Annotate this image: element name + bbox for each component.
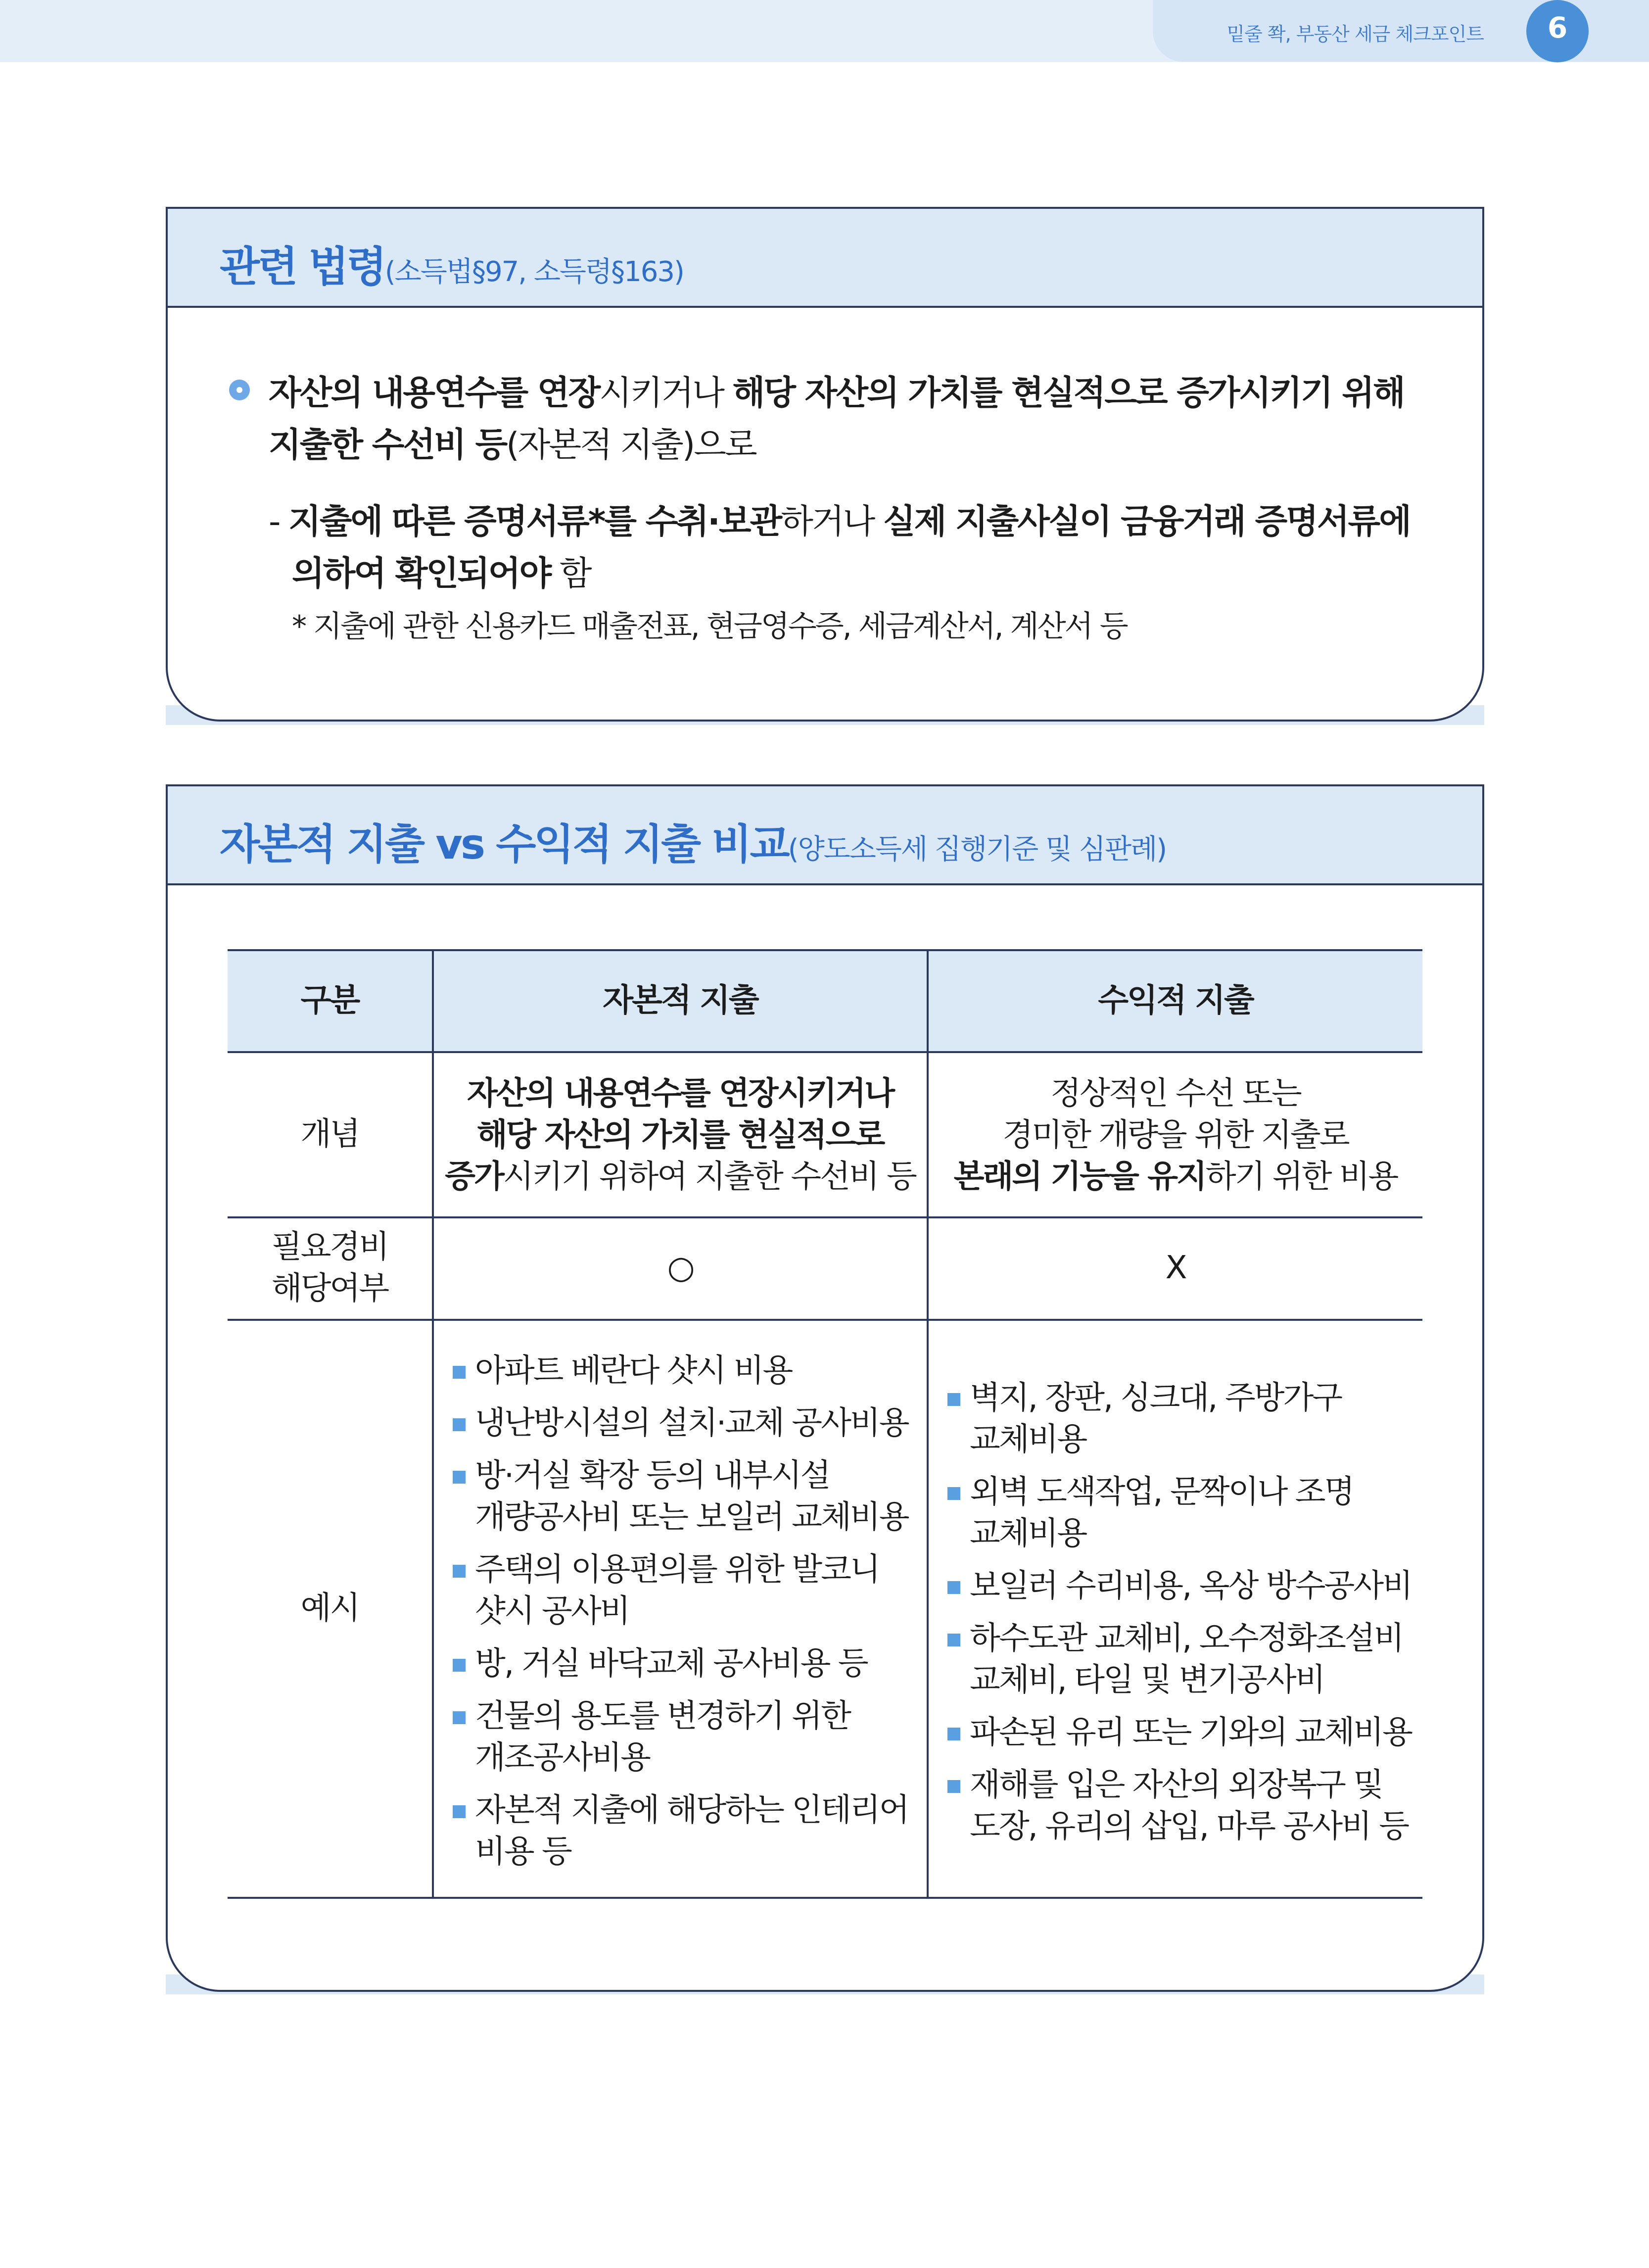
law-text-2: (자본적 지출)으로 <box>506 426 756 465</box>
square-bullet-icon <box>453 1711 466 1724</box>
square-bullet-icon <box>453 1418 466 1431</box>
concept-capital-line-3-bold: 증가 <box>445 1158 503 1195</box>
law-bold-5: 실제 지출사실이 금융거래 증명서류에 <box>883 502 1410 541</box>
law-text-3: 하거나 <box>781 502 883 541</box>
law-dash-line-1 <box>269 495 1410 543</box>
row-label-concept: 개념 <box>300 1116 359 1153</box>
example-item-line: 벽지, 장판, 싱크대, 주방가구 <box>970 1380 1342 1416</box>
concept-revenue-line-2: 경미한 개량을 위한 지출로 <box>1002 1117 1349 1154</box>
table-rule-row2 <box>228 1319 1422 1321</box>
example-item-line: 하수도관 교체비, 오수정화조설비 <box>970 1620 1403 1657</box>
law-dash-line-2 <box>292 547 591 595</box>
example-item-line: 파손된 유리 또는 기와의 교체비용 <box>970 1714 1412 1751</box>
row-label-examples: 예시 <box>300 1590 359 1627</box>
example-item-line: 샷시 공사비 <box>475 1593 629 1630</box>
example-item-line: 도장, 유리의 삽입, 마루 공사비 등 <box>970 1808 1409 1845</box>
table-rule-top <box>228 949 1422 951</box>
law-bullet-line-1 <box>269 366 1404 414</box>
square-bullet-icon <box>947 1634 960 1646</box>
page-number: 6 <box>1547 11 1568 45</box>
example-item-line: 방·거실 확장 등의 내부시설 <box>475 1457 830 1494</box>
concept-revenue-line-3-bold: 본래의 기능을 유지 <box>953 1158 1206 1195</box>
concept-revenue <box>929 1073 1422 1198</box>
compare-box-title <box>220 811 1166 871</box>
law-text-1: 시키거나 <box>599 374 733 413</box>
example-item-line: 교체비용 <box>970 1515 1086 1552</box>
row-label-expense-line-2: 해당여부 <box>271 1270 388 1307</box>
table-header-revenue: 수익적 지출 <box>1098 982 1253 1019</box>
table-rule-bottom <box>228 1897 1422 1899</box>
circle-bullet-icon <box>229 380 250 400</box>
row-label-expense-line-1: 필요경비 <box>271 1229 388 1265</box>
example-item-line: 아파트 베란다 샷시 비용 <box>475 1352 792 1389</box>
law-bold-3: 지출한 수선비 등 <box>269 426 507 465</box>
table-header-capital: 자본적 지출 <box>603 982 758 1019</box>
law-footnote: * 지출에 관한 신용카드 매출전표, 현금영수증, 세금계산서, 계산서 등 <box>292 609 1127 644</box>
table-rule-header <box>228 1051 1422 1053</box>
square-bullet-icon <box>453 1366 466 1379</box>
table-header-category: 구분 <box>300 982 359 1019</box>
law-box-title <box>220 234 684 293</box>
law-box-title-main: 관련 법령 <box>220 242 385 291</box>
concept-capital-line-3: 시키기 위하여 지출한 수선비 등 <box>503 1158 916 1195</box>
table-rule-row1 <box>228 1216 1422 1218</box>
example-item-line: 교체비, 타일 및 변기공사비 <box>970 1662 1324 1698</box>
compare-box-title-main: 자본적 지출 vs 수익적 지출 비교 <box>220 820 788 869</box>
example-item-line: 자본적 지출에 해당하는 인테리어 <box>475 1792 908 1829</box>
example-item-line: 개량공사비 또는 보일러 교체비용 <box>475 1499 908 1536</box>
example-item-line: 교체비용 <box>970 1421 1086 1458</box>
example-item-line: 비용 등 <box>475 1834 571 1870</box>
expense-capital-mark: ○ <box>667 1250 694 1286</box>
square-bullet-icon <box>947 1728 960 1740</box>
concept-capital-line-1: 자산의 내용연수를 연장시키거나 <box>467 1075 894 1112</box>
compare-box-header <box>168 786 1482 885</box>
example-item-line: 외벽 도색작업, 문짝이나 조명 <box>970 1474 1354 1510</box>
square-bullet-icon <box>947 1780 960 1793</box>
running-title: 밑줄 쫙, 부동산 세금 체크포인트 <box>1226 23 1484 45</box>
concept-revenue-line-3: 하기 위한 비용 <box>1205 1158 1398 1195</box>
square-bullet-icon <box>947 1393 960 1406</box>
law-bold-2: 해당 자산의 가치를 현실적으로 증가시키기 위해 <box>732 374 1404 413</box>
law-bold-4: 지출에 따른 증명서류*를 수취·보관 <box>288 502 781 541</box>
example-item-line: 개조공사비용 <box>475 1739 650 1776</box>
law-text-4: 함 <box>550 554 591 593</box>
law-bold-6: 의하여 확인되어야 <box>292 554 551 593</box>
concept-capital <box>434 1073 927 1198</box>
square-bullet-icon <box>947 1487 960 1500</box>
example-item-line: 방, 거실 바닥교체 공사비용 등 <box>475 1645 867 1682</box>
law-box-title-sub: (소득법§97, 소득령§163) <box>384 256 684 288</box>
example-item-line: 재해를 입은 자산의 외장복구 및 <box>970 1767 1383 1803</box>
example-item-line: 냉난방시설의 설치·교체 공사비용 <box>475 1405 908 1442</box>
square-bullet-icon <box>453 1565 466 1578</box>
law-bullet-line-2 <box>269 418 756 466</box>
example-item-line: 보일러 수리비용, 옥상 방수공사비 <box>970 1568 1412 1604</box>
concept-capital-line-2: 해당 자산의 가치를 현실적으로 <box>476 1117 884 1154</box>
square-bullet-icon <box>947 1581 960 1594</box>
square-bullet-icon <box>453 1471 466 1484</box>
law-bold-1: 자산의 내용연수를 연장 <box>269 374 600 413</box>
compare-box-title-sub: (양도소득세 집행기준 및 심판례) <box>788 833 1167 866</box>
square-bullet-icon <box>453 1805 466 1818</box>
concept-revenue-line-1: 정상적인 수선 또는 <box>1050 1075 1301 1112</box>
expense-revenue-mark: X <box>1165 1250 1186 1286</box>
example-item-line: 주택의 이용편의를 위한 발코니 <box>475 1551 879 1588</box>
row-label-expense <box>228 1226 432 1309</box>
dash-mark: - <box>269 502 289 541</box>
law-box-header <box>168 209 1482 308</box>
example-item-line: 건물의 용도를 변경하기 위한 <box>475 1698 850 1735</box>
square-bullet-icon <box>453 1659 466 1672</box>
